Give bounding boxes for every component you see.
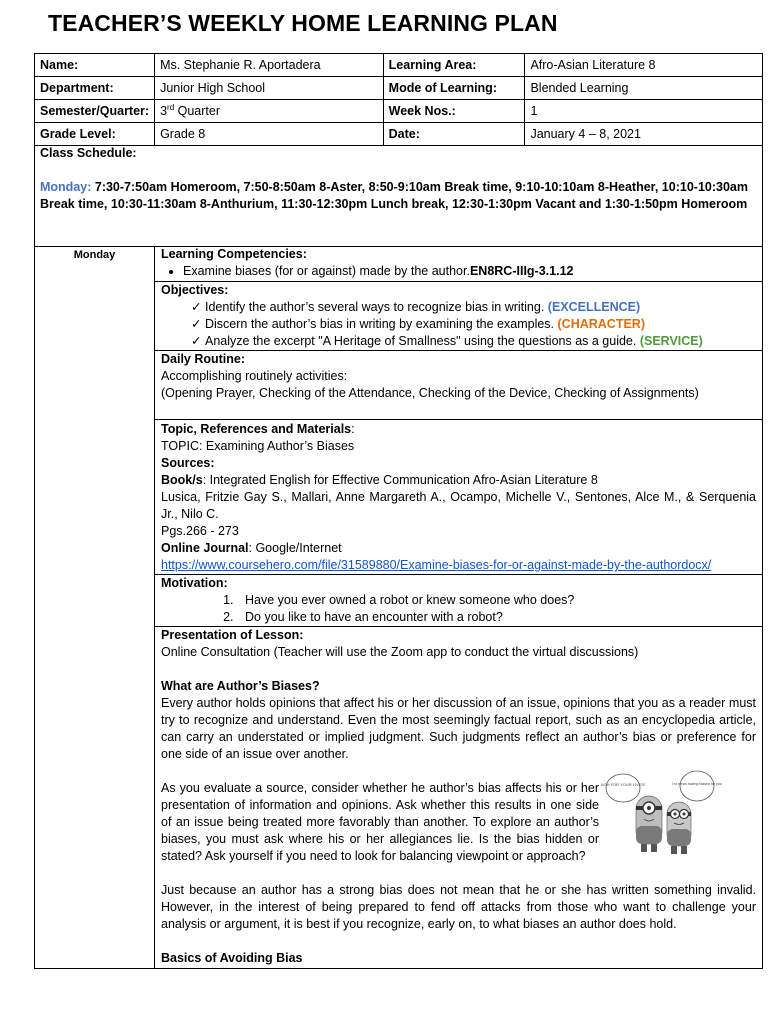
learning-area-label: Learning Area: — [383, 54, 525, 77]
class-schedule-label: Class Schedule: — [40, 146, 137, 160]
semester-value: 3rd Quarter — [155, 100, 384, 123]
objectives-heading: Objectives: — [161, 283, 229, 297]
bubble-left-text: AGH FOR YOUR LIVES! — [601, 782, 646, 787]
department-value: Junior High School — [155, 77, 384, 100]
schedule-day: Monday: — [40, 180, 92, 194]
mode-value: Blended Learning — [525, 77, 763, 100]
objective-item: ✓ Analyze the excerpt "A Heritage of Smallness" using the questions as a guide. (SERVICE) — [191, 334, 703, 348]
motivation-heading: Motivation: — [161, 576, 228, 590]
document-title: TEACHER’S WEEKLY HOME LEARNING PLAN — [48, 10, 558, 36]
topic-cell: Topic, References and Materials: TOPIC: Examining Author’s Biases Sources: Book/s: Integrated English for Effective Communication Afro-Asian Literature 8 Lusica, Fritzie Gay S., Mallari, Anne Margareth A., Ocampo, Michelle V., Sentones, Alce M., & Serquenia Jr., Nilo C. Pgs.266 - 273 Online Journal: Google/Internet https://www.coursehero.com/file/31589880/Examine-biases-for-or-against-made-by-the-authordocx/ — [155, 419, 762, 574]
topic-heading: Topic, References and Materials — [161, 422, 352, 436]
week-value: 1 — [525, 100, 763, 123]
date-value: January 4 – 8, 2021 — [525, 123, 763, 146]
bubble-right-text: I'm mean having biased for you — [672, 782, 722, 786]
date-label: Date: — [383, 123, 525, 146]
schedule-text: Monday: 7:30-7:50am Homeroom, 7:50-8:50am 8-Aster, 8:50-9:10am Break time, 9:10-10:10am 8-Heather, 10:10-10:30am Break time, 10:30-11:30am 8-Anthurium, 11:30-12:30pm Lunch break, 12:30-1:30pm Vacant and 1:30-1:50pm Homeroom — [40, 180, 748, 211]
name-label: Name: — [35, 54, 155, 77]
learning-area-value: Afro-Asian Literature 8 — [525, 54, 763, 77]
check-icon: ✓ — [191, 334, 202, 348]
check-icon: ✓ — [191, 317, 202, 331]
department-label: Department: — [35, 77, 155, 100]
class-schedule — [34, 143, 763, 247]
presentation-heading: Presentation of Lesson: — [161, 628, 304, 642]
competencies-heading: Learning Competencies: — [161, 247, 307, 261]
source-link[interactable]: https://www.coursehero.com/file/31589880/Examine-biases-for-or-against-made-by-the-authordocx/ — [161, 558, 712, 572]
semester-label: Semester/Quarter: — [35, 100, 155, 123]
motivation-item: 2. Do you like to have an encounter with a robot? — [237, 609, 756, 626]
grade-value: Grade 8 — [155, 123, 384, 146]
avoiding-bias-subheading: Basics of Avoiding Bias — [161, 951, 303, 965]
grade-label: Grade Level: — [35, 123, 155, 146]
objective-item: ✓ Identify the author’s several ways to recognize bias in writing. (EXCELLENCE) — [191, 300, 641, 314]
routine-heading: Daily Routine: — [161, 352, 246, 366]
daily-routine-cell: Daily Routine: Accomplishing routinely activities: (Opening Prayer, Checking of the Attendance, Checking of the Device, Checking of Assignments) — [155, 350, 762, 419]
mode-label: Mode of Learning: — [383, 77, 525, 100]
objectives-cell — [155, 281, 762, 350]
info-table — [34, 53, 763, 146]
competencies-cell — [155, 246, 762, 281]
motivation-item: 1. Have you ever owned a robot or knew someone who does? — [237, 592, 756, 609]
biases-subheading: What are Author’s Biases? — [161, 679, 320, 693]
minions-illustration — [601, 766, 731, 862]
minion-right-icon — [667, 802, 691, 854]
day-column — [35, 246, 155, 968]
week-label: Week Nos.: — [383, 100, 525, 123]
check-icon: ✓ — [191, 300, 202, 314]
day-label: Monday — [73, 249, 116, 261]
competency-item: • Examine biases (for or against) made by the author.EN8RC-IIIg-3.1.12 — [183, 263, 756, 280]
objective-item: ✓ Discern the author’s bias in writing by examining the examples. (CHARACTER) — [191, 317, 645, 331]
motivation-cell — [155, 574, 762, 626]
presentation-cell: Presentation of Lesson: Online Consultation (Teacher will use the Zoom app to conduct the virtual discussions) What are Author’s Biases? Every author holds opinions that affect his or her discussion of an issue, opinions that you as a reader must try to recognize and understand. Even the most seemingly factual report, such as an encyclopedia article, can carry an understated or implied judgment. Such judgments reflect an author’s bias or preference for one side of an issue over another. As you evaluate a source, consider whether he author’s bias affects his or her presentation of information and opinions. Ask whether this results in one side of an issue being treated more favorably than another. To explore an author’s biases, you must ask where his or her allegiances lie. Is the bias hidden or stated? Ask yourself if you need to look for balancing viewpoint or approach? Just because an author has a strong bias does not mean that he or she has written something invalid. However, in the interest of being prepared to fend off attacks from those who want to challenge your analysis or argument, it is best if you recognize, early on, to what biases an author does hold. Basics of Avoiding Bias — [155, 626, 762, 968]
name-value: Ms. Stephanie R. Aportadera — [155, 54, 384, 77]
minion-left-icon — [636, 796, 662, 852]
